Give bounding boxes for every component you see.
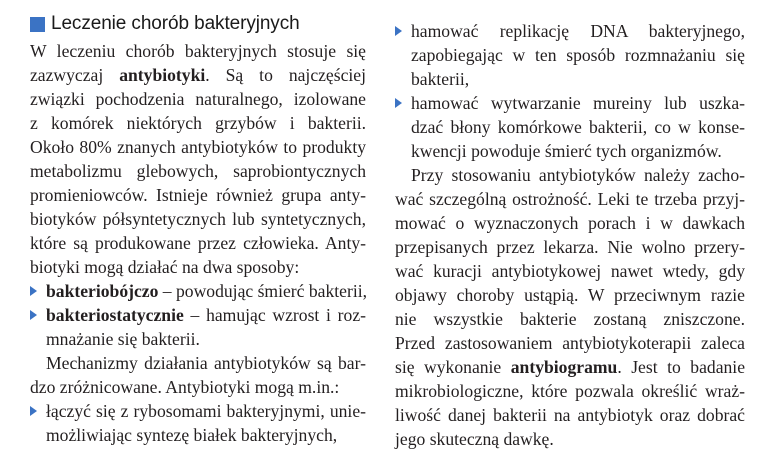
- text-line: biotyków półsyntetycznych lub syntetycznych,: [30, 209, 366, 229]
- text-line: się wykonanie antybiogramu. Jest to badanie: [395, 357, 745, 377]
- text-line: wać szczególną ostrożność. Leki te trzeba przyj-: [395, 189, 745, 209]
- text-line: metabolizmu glebowych, saprobiontycznych: [30, 161, 366, 181]
- text-line: W leczeniu chorób bakteryjnych stosuje się: [30, 41, 366, 61]
- section-heading: [30, 13, 300, 35]
- text-line: Mechanizmy działania antybiotyków są bar-: [46, 353, 366, 373]
- text-line: wać kuracji antybiotykowej nawet wtedy, gdy: [395, 261, 745, 281]
- text-line: zazwyczaj antybiotyki. Są to najczęściej: [30, 65, 366, 85]
- bullet-continuation: zapobiegając w ten sposób rozmnażaniu się: [411, 45, 745, 65]
- blue-square-icon: [30, 17, 45, 32]
- text-line: przepisanych przez lekarza. Nie wolno przery-: [395, 237, 745, 257]
- term-antybiotyki: antybiotyki: [119, 65, 206, 85]
- text-line: nie wszystkie bakterie zostaną zniszczone.: [395, 309, 745, 329]
- bullet-continuation: dzać błony komórkowe bakterii, co w konse-: [411, 117, 745, 137]
- term-antybiogramu: antybiogramu: [510, 357, 618, 377]
- text-line: dzo zróżnicowane. Antybiotyki mogą m.in.:: [30, 377, 340, 397]
- bullet-item: hamować replikację DNA bakteryjnego,: [395, 19, 745, 43]
- text-line: Przed zastosowaniem antybiotykoterapii zaleca: [395, 333, 745, 353]
- bullet-item: bakteriobójczo – powodując śmierć bakterii,: [30, 279, 366, 303]
- bullet-item: hamować wytwarzanie mureiny lub uszka-: [395, 91, 745, 115]
- heading-text: Leczenie chorób bakteryjnych: [51, 13, 300, 34]
- text-line: biotyki mogą działać na dwa sposoby:: [30, 257, 300, 277]
- text-line: Przy stosowaniu antybiotyków należy zacho-: [411, 165, 745, 185]
- text-line: objawy choroby ustąpią. W przeciwnym razie: [395, 285, 745, 305]
- text-line: które są produkowane przez człowieka. Anty-: [30, 233, 366, 253]
- bullet-continuation: kwencji powoduje śmierć tych organizmów.: [411, 141, 722, 161]
- term-bakteriobojczo: bakteriobójczo: [46, 281, 159, 301]
- text-line: z komórek niektórych grzybów i bakterii.: [30, 113, 366, 133]
- text-line: mować o wyznaczonych porach i w dawkach: [395, 213, 745, 233]
- text-line: mikrobiologiczne, które pozwala określić wraż-: [395, 381, 745, 401]
- intro-paragraph: [30, 39, 366, 447]
- text-line: Około 80% znanych antybiotyków to produkty: [30, 137, 366, 157]
- text-line: związki pochodzenia naturalnego, izolowane: [30, 89, 366, 109]
- term-bakteriostatycznie: bakteriostatycznie: [46, 305, 184, 325]
- bullet-continuation: mnażanie się bakterii.: [46, 329, 200, 349]
- bullet-item: łączyć się z rybosomami bakteryjnymi, unie-: [30, 399, 366, 423]
- bullet-continuation: bakterii,: [411, 69, 470, 89]
- text-line: liwość danej bakterii na antybiotyk oraz dobrać: [395, 405, 745, 425]
- bullet-item: bakteriostatycznie – hamując wzrost i roz-: [30, 303, 366, 327]
- text-line: promieniowców. Istnieje również grupa anty-: [30, 185, 366, 205]
- bullet-continuation: możliwiając syntezę białek bakteryjnych,: [46, 425, 338, 445]
- text-line: jego skuteczną dawkę.: [395, 429, 554, 449]
